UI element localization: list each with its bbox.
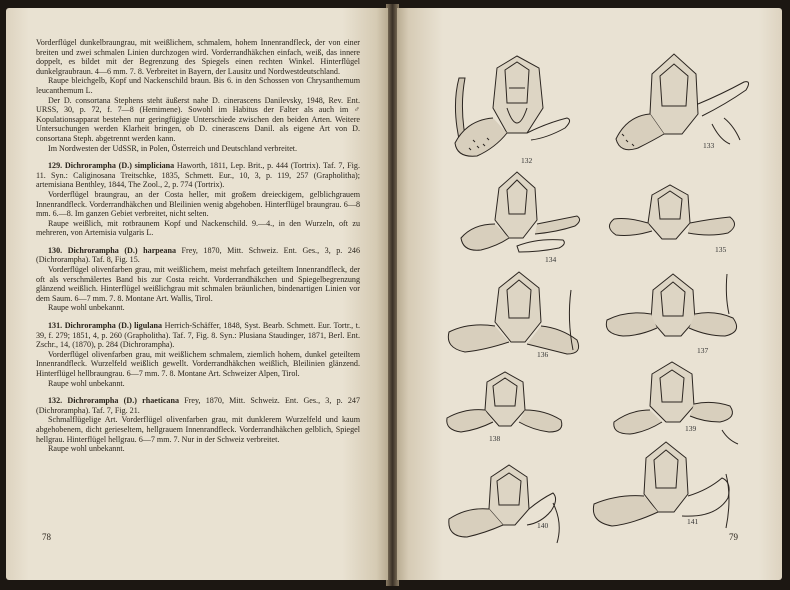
paragraph: Schmalflügelige Art. Vorderflügel olivenfarben grau, mit dunklerem Wurzelfeld und kaum abgehobenem, dicht gerieseltem, hellgrauem Innenrandfleck. Vorderrandhäkchen gelblich, Spiegel hellgrau. Hinterflügel hellgrau. 6—7 mm. 7. Nur in der Schweiz verbreitet. [36,415,360,444]
entry-title: 129. Dichrorampha (D.) simpliciana [48,161,175,171]
left-page-text [36,38,360,454]
paragraph: Vorderflügel dunkelbraungrau, mit weißlichem, schmalem, hohem Innenrandfleck, der von einer breiten und zwei schmalen Linien durchzogen wird. Vorderrandhäkchen einfach, weiß, das innere doppelt, es bildet mit der Begrenzung des Spiegels einen rechten Winkel. Hinterflügel dunkelgraubraun. 4—6 mm. 7. 8. Verbreitet in Bayern, der Lausitz und Nordwestdeutschland. [36,38,360,76]
figure-label: 133 [703,141,715,150]
genitalia-figure-136 [437,270,597,370]
entry-citation: Haworth, 1811, Lep. Brit., p. 444 (Tortrix). Taf. 7, Fig. 11. Syn.: Caliginosana Treitschke, 1835, Schmett. Eur., 10, 3, p. 119, 257 (Grapholitha); artemisiana Benthley, 1844, The Zool., 2, p. 774 (Tortrix). [36,161,360,190]
entry-title: 131. Dichrorampha (D.) ligulana [48,321,163,331]
paragraph: Im Nordwesten der UdSSR, in Polen, Österreich und Deutschland verbreitet. [48,143,298,153]
figure-label: 134 [545,255,557,264]
figure-label: 141 [687,517,699,526]
paragraph: Vorderflügel braungrau, an der Costa heller, mit großem dreieckigem, gelblichgrauem Innenrandfleck. Vorderrandhäkchen und Bleilinien wenig abgehoben. Hinterflügel braungrau. 6—8 mm. 6.—8. Im ganzen Gebiet verbreitet, nicht selten. [36,189,360,219]
figure-label: 135 [715,245,727,254]
species-entry-129 [36,161,360,190]
paragraph: Der D. consortana Stephens steht äußerst nahe D. cinerascens Danilevsky, 1948, Rev. Ent. URSS, 30, p. 72, f. 7—8 (Hemimene). Sowohl im Habitus der Falter als auch im ♂ Kopulationsapparat bestehen nur geringfügige Unterschiede zwischen den beiden Arten. Weitere Untersuchungen werden Klarheit bringen, ob D. cinerascens Danil. als eigene Art von D. consortana Steph. abgetrennt werden kann. [36,95,360,143]
paragraph: Raupe wohl unbekannt. [48,303,125,313]
paragraph: Raupe wohl unbekannt. [48,444,125,454]
paragraph: Raupe weißlich, mit rotbraunem Kopf und Nackenschild. 9.—4., in den Wurzeln, oft zu mehreren, von Artemisia vulgaris L. [36,218,360,238]
genitalia-figure-141 [582,438,752,538]
paragraph: Raupe bleichgelb, Kopf und Nackenschild braun. Bis 6. in den Schossen von Chrysanthemum leucanthemum L. [36,76,360,95]
species-entry-130 [36,246,360,265]
genitalia-figure-132 [447,48,587,168]
paragraph: Vorderflügel olivenfarben grau, mit weißlichem, meist mehrfach geteiltem Innenrandfleck, der oft als verschmälertes Band bis zur Costa reicht. Vorderrandhäkchen und Spiegelbegrenzung glänzend weißlich. Hinterflügel weißlichgrau mit schmalen bräunlichen, bindenartigen Linien vor dem Saum. 6—7 mm. 7. 8. Montane Art. Wallis, Tirol. [36,265,360,303]
genitalia-figure-135 [592,183,752,263]
genitalia-figure-140 [437,463,587,553]
figure-label: 139 [685,424,697,433]
paragraph: Raupe wohl unbekannt. [48,378,125,388]
entry-citation: Herrich-Schäffer, 1848, Syst. Bearb. Schmett. Eur. Tortr., t. 39, f. 279; 1851, 4, p. 260 (Grapholitha). Taf. 7, Fig. 8. Syn.: Plusiana Staudinger, 1871, Berl. Ent. Zschr., 14, (1870), p. 284 (Dichrorampha). [36,321,360,350]
species-entry-131 [36,321,360,350]
species-entry-132 [36,396,360,415]
figure-label: 140 [537,521,549,530]
entry-citation: Frey, 1870, Mitt. Schweiz. Ent. Ges., 3, p. 247 (Dichrorampha). Taf. 7, Fig. 21. [36,396,360,415]
page-number-right: 79 [729,532,738,542]
genitalia-figure-133 [612,44,762,164]
genitalia-figure-139 [602,360,752,450]
entry-title: 130. Dichrorampha (D.) harpeana [48,245,176,255]
genitalia-figure-138 [437,370,577,450]
page-number-left: 78 [42,532,51,542]
genitalia-figure-134 [447,168,597,268]
paragraph: Vorderflügel olivenfarben grau, mit weißlichem schmalem, ziemlich hohem, dunkel geteiltem Innenrandfleck. Wurzelfeld weißlich gewellt. Vorderrandhäkchen weißlich, Bleilinien glänzend. Hinterflügel hellbraungrau. 6—7 mm. 7. 8. Montane Art. Schweizer Alpen, Tirol. [36,349,360,378]
genitalia-figure-137 [597,270,757,360]
entry-citation: Frey, 1870, Mitt. Schweiz. Ent. Ges., 3, p. 246 (Dichrorampha). Taf. 8, Fig. 15. [36,245,361,265]
figure-label: 136 [537,350,549,359]
figure-label: 132 [521,156,533,165]
figure-label: 138 [489,434,501,443]
figure-label: 137 [697,346,709,355]
entry-title: 132. Dichrorampha (D.) rhaeticana [48,396,180,406]
left-page [6,8,388,580]
right-page [397,8,782,580]
